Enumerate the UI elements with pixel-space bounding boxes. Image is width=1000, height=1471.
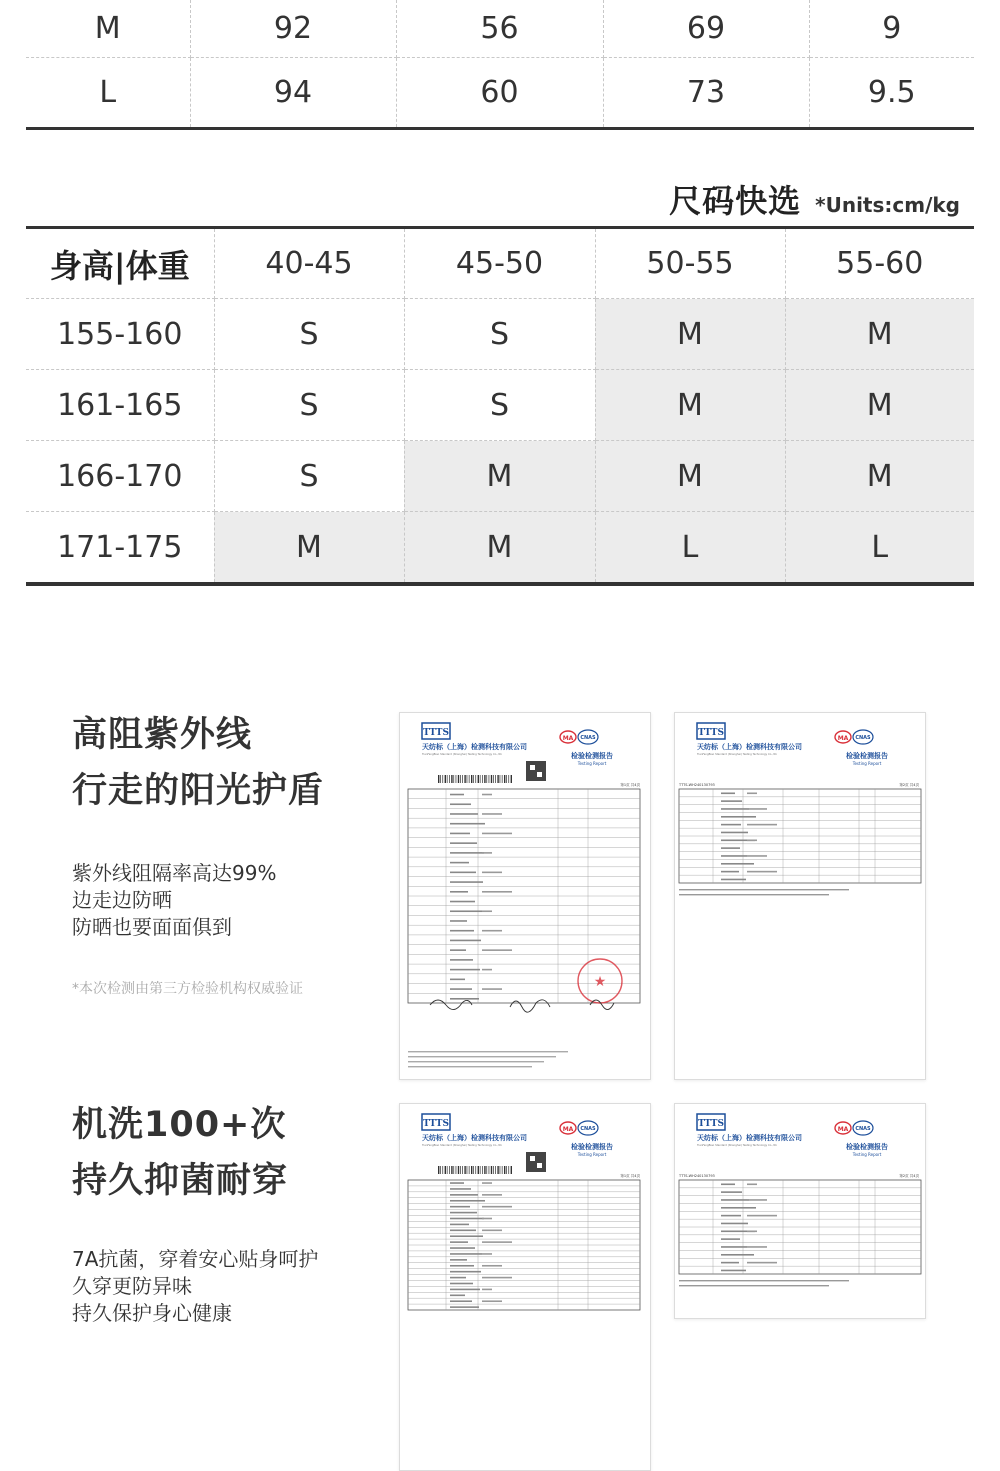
report-form-text xyxy=(721,1246,747,1248)
units-note: *Units:cm/kg xyxy=(815,193,960,217)
report-form-text xyxy=(450,1206,470,1208)
report-form-text xyxy=(721,1207,756,1209)
table-row xyxy=(26,370,974,441)
barcode-bar xyxy=(473,1166,474,1174)
report-form-text xyxy=(482,794,492,796)
barcode-bar xyxy=(502,1166,503,1174)
report-form-text xyxy=(747,1246,767,1248)
uv-heading-line2: 行走的阳光护盾 xyxy=(72,771,325,811)
size-cell: M xyxy=(595,370,785,441)
signature xyxy=(430,1000,472,1010)
height-cell: 171-175 xyxy=(26,512,214,585)
measure-cell: 9 xyxy=(809,0,974,58)
report-form-text xyxy=(721,792,735,794)
barcode-bar xyxy=(491,1166,492,1174)
report-form-text xyxy=(450,910,482,912)
report-form-text xyxy=(450,891,468,893)
barcode-bar xyxy=(511,775,512,783)
uv-desc-line3: 防晒也要面面俱到 xyxy=(72,915,232,939)
report-title-en: Testing Report xyxy=(577,1152,607,1157)
report-form-text xyxy=(747,824,777,826)
report-form-text xyxy=(450,881,483,883)
size-cell: L xyxy=(595,512,785,585)
barcode-bar xyxy=(486,775,487,783)
table-row xyxy=(26,58,974,129)
report-footer-text xyxy=(408,1056,556,1057)
report-form-text xyxy=(450,1306,479,1308)
report-form-text xyxy=(482,1277,512,1279)
barcode-bar xyxy=(442,775,443,783)
barcode-bar xyxy=(480,1166,481,1174)
report-form-text xyxy=(721,879,746,881)
report-form-text xyxy=(721,1183,735,1185)
report-form-text xyxy=(450,1194,478,1196)
barcode-bar xyxy=(493,1166,494,1174)
barcode-bar xyxy=(484,775,485,783)
report-form-text xyxy=(450,1235,483,1237)
report-form-text xyxy=(450,1241,468,1243)
cnas-badge-text: CNAS xyxy=(580,735,596,741)
test-report-image xyxy=(399,1103,651,1471)
barcode-bar xyxy=(504,775,505,783)
barcode-bar xyxy=(478,1166,479,1174)
report-company-en: TianFangBiao Standard (Shanghai) Testing Technology Co.,ltd. xyxy=(697,1144,778,1147)
wash-heading-line2: 持久抑菌耐穿 xyxy=(72,1161,289,1201)
report-footer-text xyxy=(679,1280,849,1281)
barcode-bar xyxy=(482,1166,483,1174)
barcode-bar xyxy=(453,1166,454,1174)
report-form-text xyxy=(450,988,472,990)
qr-code xyxy=(530,765,535,770)
report-form-text xyxy=(450,979,465,981)
test-report-page1 xyxy=(400,713,650,1079)
page-indicator: 第2页 共4页 xyxy=(899,783,919,787)
report-form-text xyxy=(482,1300,502,1302)
report-form-text xyxy=(450,1200,485,1202)
barcode-bar xyxy=(504,1166,505,1174)
ma-badge-text: MA xyxy=(562,735,574,742)
report-form-text xyxy=(482,1182,492,1184)
report-form-text xyxy=(450,1212,477,1214)
barcode-bar xyxy=(440,775,441,783)
signature xyxy=(510,1000,550,1012)
corner-header: 身高|体重 xyxy=(26,228,214,299)
report-form-text xyxy=(721,808,749,810)
report-number: TTTS-WH240130793 xyxy=(679,1174,715,1178)
table-row xyxy=(26,299,974,370)
size-cell: M xyxy=(214,512,404,585)
barcode-bar xyxy=(458,775,459,783)
size-cell: S xyxy=(404,370,595,441)
report-form-text xyxy=(450,901,475,903)
size-cell: S xyxy=(214,441,404,512)
uv-desc-line1: 紫外线阻隔率高达99% xyxy=(72,861,277,885)
report-form-text xyxy=(721,1262,739,1264)
barcode-bar xyxy=(500,1166,501,1174)
report-form-text xyxy=(482,1289,492,1291)
report-form-text xyxy=(721,1238,740,1240)
barcode-bar xyxy=(456,1166,457,1174)
measure-cell: 73 xyxy=(603,58,809,129)
report-form-text xyxy=(450,1300,472,1302)
report-form-text xyxy=(450,1259,467,1261)
barcode-bar xyxy=(464,1166,465,1174)
cnas-badge-text: CNAS xyxy=(855,735,871,741)
wash-desc-line1: 7A抗菌，穿着安心贴身呵护 xyxy=(72,1247,319,1271)
report-form-text xyxy=(721,1270,746,1272)
barcode-bar xyxy=(460,1166,461,1174)
report-company-en: TianFangBiao Standard (Shanghai) Testing Technology Co.,ltd. xyxy=(422,1144,503,1147)
report-form-text xyxy=(450,862,469,864)
report-company: 天纺标（上海）检测科技有限公司 xyxy=(697,1134,802,1142)
report-footer-text xyxy=(408,1061,544,1062)
report-form-text xyxy=(747,871,777,873)
report-form-text xyxy=(450,813,478,815)
report-form-text xyxy=(721,1215,741,1217)
uv-heading-line1: 高阻紫外线 xyxy=(72,715,253,755)
verification-footnote: *本次检测由第三方检验机构权威验证 xyxy=(72,981,303,997)
report-form-text xyxy=(450,1218,484,1220)
height-cell: 166-170 xyxy=(26,441,214,512)
ma-badge-text: MA xyxy=(562,1126,574,1133)
barcode-bar xyxy=(467,775,468,783)
report-form-text xyxy=(747,839,757,841)
barcode-bar xyxy=(502,775,503,783)
barcode-bar xyxy=(471,1166,472,1174)
quick-size-table xyxy=(26,226,974,586)
uv-feature xyxy=(72,710,324,941)
report-form-text xyxy=(450,959,473,961)
report-form-text xyxy=(482,872,502,874)
report-form-text xyxy=(482,852,492,854)
report-form-text xyxy=(450,1271,481,1273)
report-form-text xyxy=(482,988,502,990)
report-title-en: Testing Report xyxy=(852,761,882,766)
barcode-bar xyxy=(451,775,452,783)
barcode-bar xyxy=(511,1166,512,1174)
report-form-text xyxy=(450,998,479,1000)
report-form-text xyxy=(450,930,474,932)
qr-code xyxy=(526,1152,546,1172)
test-report-page1 xyxy=(400,1104,650,1318)
barcode-bar xyxy=(449,1166,450,1174)
report-form-text xyxy=(721,800,742,802)
barcode-bar xyxy=(440,1166,441,1174)
report-company-en: TianFangBiao Standard (Shanghai) Testing Technology Co.,ltd. xyxy=(422,753,503,756)
qr-code xyxy=(537,1163,542,1168)
size-cell: S xyxy=(214,370,404,441)
report-form-text xyxy=(721,855,747,857)
report-logo: TTTS xyxy=(423,1119,449,1129)
size-cell: M xyxy=(595,441,785,512)
size-cell: M xyxy=(785,370,974,441)
report-form-text xyxy=(482,1194,502,1196)
page-indicator: 第1页 共4页 xyxy=(620,1174,640,1178)
report-form-text xyxy=(450,833,470,835)
report-title: 检验检测报告 xyxy=(571,1143,613,1151)
report-form-text xyxy=(482,1230,502,1232)
uv-desc-line2: 边走边防晒 xyxy=(72,888,172,912)
size-cell: M xyxy=(404,441,595,512)
barcode-bar xyxy=(500,775,501,783)
weight-header: 45-50 xyxy=(404,228,595,299)
barcode-bar xyxy=(495,1166,496,1174)
report-form-text xyxy=(721,1199,749,1201)
report-form-text xyxy=(450,1277,466,1279)
report-company: 天纺标（上海）检测科技有限公司 xyxy=(422,743,527,751)
report-footer-text xyxy=(408,1051,568,1052)
report-form-text xyxy=(482,910,492,912)
report-form-text xyxy=(747,1215,777,1217)
wash-heading-line1: 机洗100+次 xyxy=(72,1105,287,1145)
test-report-page2 xyxy=(675,1104,925,1318)
barcode-bar xyxy=(489,775,490,783)
barcode-bar xyxy=(506,1166,507,1174)
header-row xyxy=(26,228,974,299)
barcode-bar xyxy=(453,775,454,783)
page-indicator: 第1页 共4页 xyxy=(620,783,640,787)
barcode-bar xyxy=(482,775,483,783)
barcode-bar xyxy=(445,1166,446,1174)
wash-feature xyxy=(72,1100,318,1327)
size-cell: L xyxy=(26,58,190,129)
barcode-bar xyxy=(484,1166,485,1174)
report-company: 天纺标（上海）检测科技有限公司 xyxy=(422,1134,527,1142)
report-form-text xyxy=(747,1262,777,1264)
report-form-text xyxy=(482,1253,492,1255)
cnas-badge-text: CNAS xyxy=(580,1126,596,1132)
height-cell: 155-160 xyxy=(26,299,214,370)
report-title-en: Testing Report xyxy=(852,1152,882,1157)
report-form-text xyxy=(450,920,467,922)
report-logo: TTTS xyxy=(698,1119,724,1129)
measure-cell: 60 xyxy=(396,58,603,129)
measure-cell: 69 xyxy=(603,0,809,58)
report-form-text xyxy=(450,803,471,805)
report-footer-text xyxy=(679,894,829,895)
barcode-bar xyxy=(497,1166,498,1174)
report-form-text xyxy=(450,1283,473,1285)
barcode-bar xyxy=(438,775,439,783)
table-row xyxy=(26,0,974,58)
report-form-text xyxy=(450,969,480,971)
barcode-bar xyxy=(460,775,461,783)
qr-code xyxy=(537,772,542,777)
report-form-text xyxy=(721,863,754,865)
weight-header: 40-45 xyxy=(214,228,404,299)
report-form-text xyxy=(721,832,748,834)
barcode-bar xyxy=(489,1166,490,1174)
report-form-text xyxy=(450,852,484,854)
size-cell: M xyxy=(785,441,974,512)
barcode-bar xyxy=(467,1166,468,1174)
report-form-text xyxy=(482,813,502,815)
test-report-page2 xyxy=(675,713,925,1079)
barcode-bar xyxy=(449,775,450,783)
report-form-text xyxy=(482,1265,502,1267)
report-form-text xyxy=(747,792,757,794)
report-form-text xyxy=(450,1230,476,1232)
size-cell: L xyxy=(785,512,974,585)
report-form-text xyxy=(721,1191,742,1193)
report-form-text xyxy=(482,930,502,932)
report-form-text xyxy=(482,833,512,835)
report-form-text xyxy=(721,1254,754,1256)
official-stamp-star: ★ xyxy=(593,974,607,990)
barcode-bar xyxy=(471,775,472,783)
report-form-text xyxy=(450,823,485,825)
report-form-text xyxy=(747,1199,767,1201)
test-report-image xyxy=(399,712,651,1080)
report-form-text xyxy=(450,949,466,951)
barcode-bar xyxy=(469,775,470,783)
report-form-text xyxy=(721,816,756,818)
report-form-text xyxy=(450,1247,475,1249)
barcode-bar xyxy=(458,1166,459,1174)
size-cell: M xyxy=(595,299,785,370)
barcode-bar xyxy=(497,775,498,783)
height-cell: 161-165 xyxy=(26,370,214,441)
report-footer-text xyxy=(408,1066,532,1067)
barcode-bar xyxy=(447,775,448,783)
report-number: TTTS-WH240130793 xyxy=(679,783,715,787)
report-form-text xyxy=(482,1218,492,1220)
report-form-text xyxy=(450,842,477,844)
report-form-text xyxy=(450,1289,480,1291)
report-form-text xyxy=(450,1265,474,1267)
size-cell: S xyxy=(404,299,595,370)
table-row xyxy=(26,441,974,512)
barcode-bar xyxy=(464,775,465,783)
test-report-image xyxy=(674,712,926,1080)
wash-desc-line2: 久穿更防异味 xyxy=(72,1274,192,1298)
ma-badge-text: MA xyxy=(837,1126,849,1133)
size-cell: M xyxy=(26,0,190,58)
barcode-bar xyxy=(442,1166,443,1174)
barcode-bar xyxy=(475,775,476,783)
measure-cell: 9.5 xyxy=(809,58,974,129)
report-form-text xyxy=(450,1295,465,1297)
test-report-image xyxy=(674,1103,926,1319)
report-form-text xyxy=(482,1241,512,1243)
report-title: 检验检测报告 xyxy=(571,752,613,760)
report-form-text xyxy=(747,1183,757,1185)
report-form-text xyxy=(450,1253,482,1255)
ma-badge-text: MA xyxy=(837,735,849,742)
barcode-bar xyxy=(508,775,509,783)
barcode-bar xyxy=(493,775,494,783)
report-form-text xyxy=(747,1230,757,1232)
barcode-bar xyxy=(438,1166,439,1174)
report-form-text xyxy=(482,891,512,893)
barcode-bar xyxy=(478,775,479,783)
weight-header: 50-55 xyxy=(595,228,785,299)
barcode-bar xyxy=(456,775,457,783)
barcode-bar xyxy=(508,1166,509,1174)
quick-size-heading xyxy=(669,176,960,222)
size-cell: M xyxy=(404,512,595,585)
report-form-text xyxy=(450,872,476,874)
weight-header: 55-60 xyxy=(785,228,974,299)
report-form-text xyxy=(450,794,464,796)
report-form-text xyxy=(482,949,512,951)
barcode-bar xyxy=(480,775,481,783)
cnas-badge-text: CNAS xyxy=(855,1126,871,1132)
quick-size-title: 尺码快选 xyxy=(669,182,802,220)
report-footer-text xyxy=(679,889,849,890)
barcode-bar xyxy=(447,1166,448,1174)
barcode-bar xyxy=(462,775,463,783)
wash-desc-line3: 持久保护身心健康 xyxy=(72,1301,232,1325)
barcode-bar xyxy=(451,1166,452,1174)
barcode-bar xyxy=(473,775,474,783)
report-form-text xyxy=(482,969,492,971)
barcode-bar xyxy=(469,1166,470,1174)
barcode-bar xyxy=(486,1166,487,1174)
barcode-bar xyxy=(462,1166,463,1174)
measure-cell: 92 xyxy=(190,0,396,58)
report-company: 天纺标（上海）检测科技有限公司 xyxy=(697,743,802,751)
report-company-en: TianFangBiao Standard (Shanghai) Testing Technology Co.,ltd. xyxy=(697,753,778,756)
page-indicator: 第2页 共4页 xyxy=(899,1174,919,1178)
table-row xyxy=(26,512,974,585)
report-form-text xyxy=(482,1206,512,1208)
report-form-text xyxy=(450,940,481,942)
size-cell: M xyxy=(785,299,974,370)
measure-cell: 94 xyxy=(190,58,396,129)
barcode-bar xyxy=(495,775,496,783)
barcode-bar xyxy=(506,775,507,783)
barcode-bar xyxy=(445,775,446,783)
report-form-text xyxy=(721,871,739,873)
report-title: 检验检测报告 xyxy=(846,1143,888,1151)
report-form-text xyxy=(721,1223,748,1225)
report-form-text xyxy=(747,808,767,810)
qr-code xyxy=(526,761,546,781)
report-form-text xyxy=(721,847,740,849)
barcode-bar xyxy=(491,775,492,783)
size-chart-table xyxy=(26,0,974,130)
qr-code xyxy=(530,1156,535,1161)
report-form-text xyxy=(747,855,767,857)
report-logo: TTTS xyxy=(698,728,724,738)
report-form-text xyxy=(450,1182,464,1184)
report-footer-text xyxy=(679,1285,829,1286)
report-form-text xyxy=(450,1224,469,1226)
report-title-en: Testing Report xyxy=(577,761,607,766)
measure-cell: 56 xyxy=(396,0,603,58)
report-form-text xyxy=(721,824,741,826)
report-logo: TTTS xyxy=(423,728,449,738)
barcode-bar xyxy=(475,1166,476,1174)
report-title: 检验检测报告 xyxy=(846,752,888,760)
size-cell: S xyxy=(214,299,404,370)
report-form-text xyxy=(450,1188,471,1190)
